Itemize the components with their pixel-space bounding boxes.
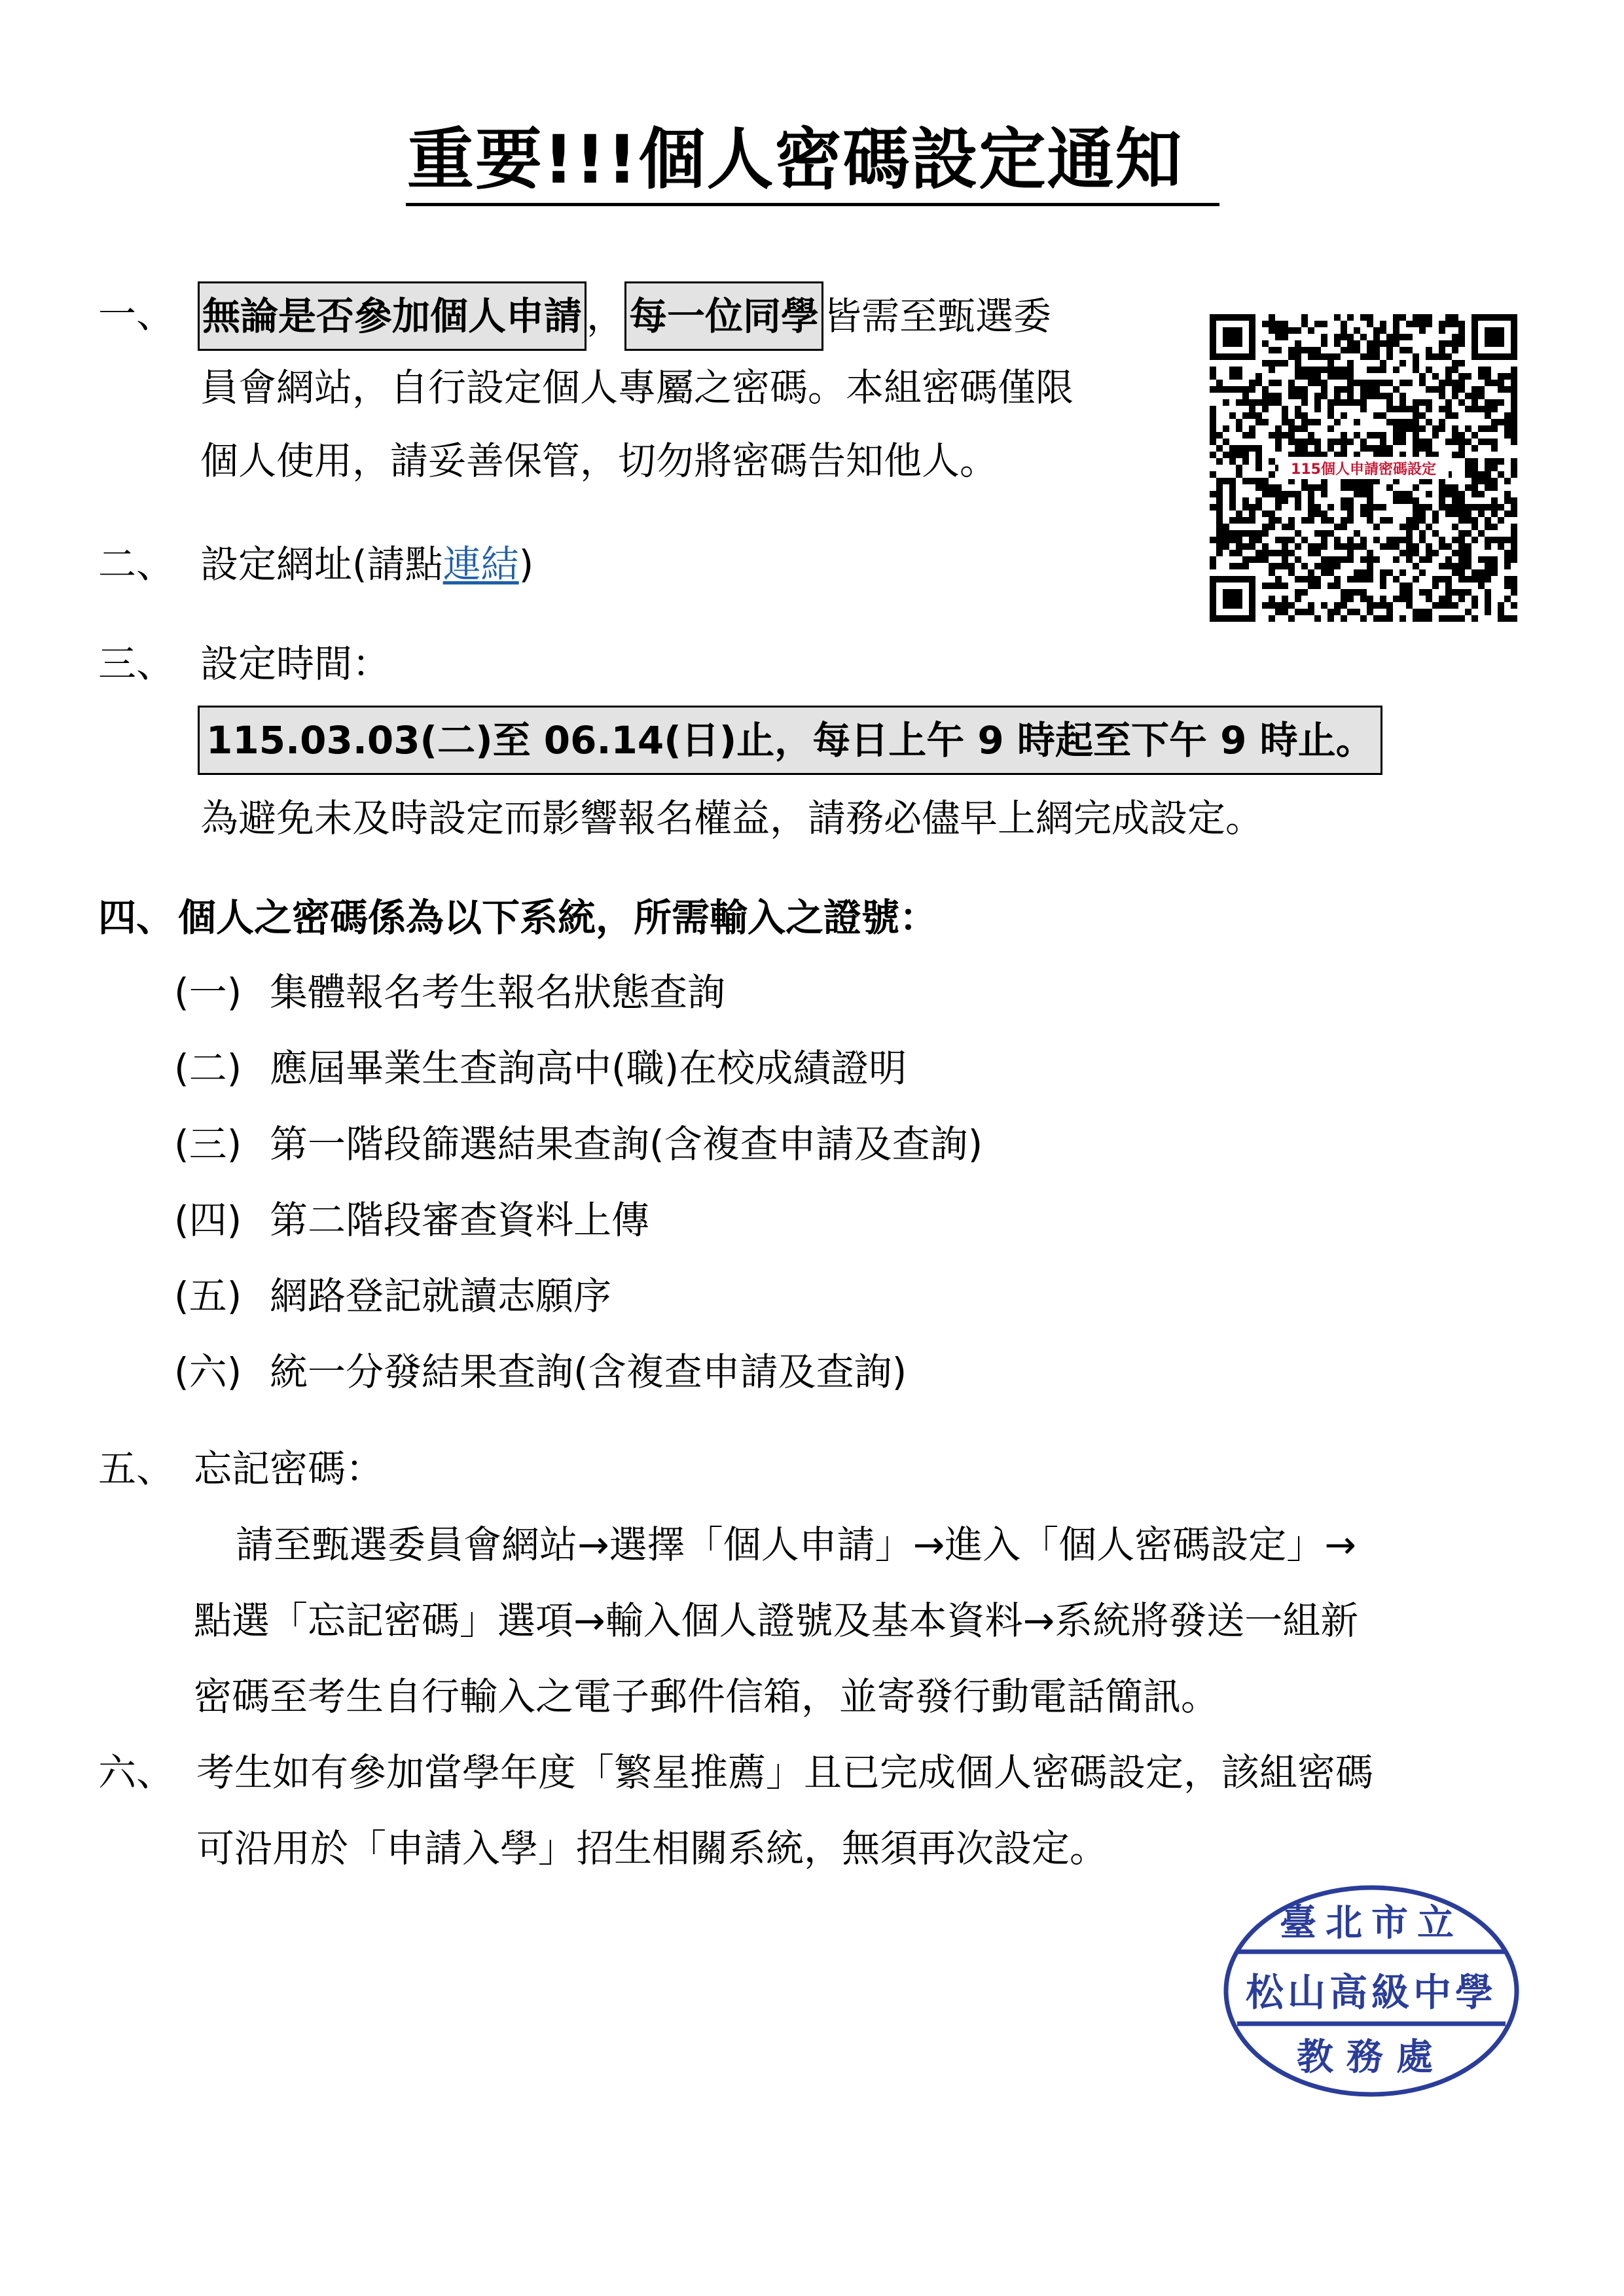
section-3-number: 三、 (98, 641, 175, 686)
section-2-text-before: 設定網址(請點 (200, 542, 443, 586)
list-item-label: (三) (174, 1122, 242, 1166)
section-6-line-2: 可沿用於「申請入學」招生相關系統，無須再次設定。 (196, 1826, 1108, 1871)
list-item-label: (四) (174, 1198, 242, 1242)
section-1-line-1 (198, 281, 1051, 351)
section-4-number: 四、 (98, 895, 175, 940)
section-4-list-item (174, 1042, 907, 1094)
seal-line-1: 臺北市立 (1280, 1901, 1463, 1945)
list-item-label: (二) (174, 1046, 242, 1090)
list-item-label: (一) (174, 970, 242, 1014)
seal-line-3: 教務處 (1297, 2036, 1446, 2079)
section-1-line-2: 員會網站，自行設定個人專屬之密碼。本組密碼僅限 (200, 365, 1074, 410)
section-5-line-2: 點選「忘記密碼」選項→輸入個人證號及基本資料→系統將發送一組新 (194, 1598, 1359, 1643)
qr-code[interactable] (1210, 314, 1517, 622)
section-1-line-1-rest: 皆需至甄選委 (823, 294, 1052, 338)
section-6-line-1: 考生如有參加當學年度「繁星推薦」且已完成個人密碼設定，該組密碼 (196, 1750, 1374, 1795)
list-item-text: 集體報名考生報名狀態查詢 (270, 970, 726, 1014)
highlight-box-time-range: 115.03.03(二)至 06.14(日)止，每日上午 9 時起至下午 9 時止。 (198, 706, 1382, 775)
list-item-text: 第二階段審查資料上傳 (270, 1198, 650, 1242)
section-2-text-after: ) (518, 542, 534, 586)
comma: ， (586, 294, 625, 338)
section-5-line-1: 請至甄選委員會網站→選擇「個人申請」→進入「個人密碼設定」→ (236, 1522, 1356, 1567)
section-5-line-3: 密碼至考生自行輸入之電子郵件信箱，並寄發行動電話簡訊。 (194, 1674, 1219, 1719)
section-5-number: 五、 (98, 1446, 175, 1491)
section-2-text (200, 538, 533, 590)
list-item-text: 應屆畢業生查詢高中(職)在校成績證明 (270, 1046, 907, 1090)
list-item-text: 第一階段篩選結果查詢(含複查申請及查詢) (270, 1122, 983, 1166)
highlight-box-all-applicants: 無論是否參加個人申請 (198, 281, 586, 351)
list-item-text: 網路登記就讀志願序 (270, 1274, 612, 1318)
section-4-heading-text: 個人之密碼係為以下系統，所需輸入之證號： (178, 895, 938, 940)
school-seal-stamp (1218, 1880, 1525, 2102)
section-4-list-item (174, 1118, 983, 1170)
section-4-heading (98, 891, 937, 944)
highlight-box-every-student: 每一位同學 (624, 281, 823, 351)
page-title: 重要!!!個人密碼設定通知 (407, 121, 1183, 199)
section-5-label: 忘記密碼： (194, 1446, 384, 1491)
title-underline (406, 203, 1219, 206)
section-3-label: 設定時間： (200, 641, 391, 686)
section-4-list-item (174, 1346, 907, 1398)
section-4-list-item (174, 966, 725, 1018)
settings-link[interactable]: 連結 (442, 542, 519, 586)
section-3-note: 為避免未及時設定而影響報名權益，請務必儘早上網完成設定。 (200, 796, 1264, 840)
list-item-text: 統一分發結果查詢(含複查申請及查詢) (270, 1350, 907, 1394)
section-6-number: 六、 (98, 1750, 175, 1795)
section-4-list-item (174, 1194, 649, 1246)
list-item-label: (六) (174, 1350, 242, 1394)
section-2-number: 二、 (98, 542, 175, 586)
section-1-number: 一、 (98, 292, 175, 336)
section-1-line-3: 個人使用，請妥善保管，切勿將密碼告知他人。 (200, 439, 998, 483)
seal-line-2: 松山高級中學 (1245, 1970, 1498, 2015)
section-4-list-item (174, 1270, 611, 1322)
list-item-label: (五) (174, 1274, 242, 1318)
section-3-time-line (198, 706, 1382, 775)
qr-label: 115個人申請密碼設定 (1291, 461, 1436, 478)
